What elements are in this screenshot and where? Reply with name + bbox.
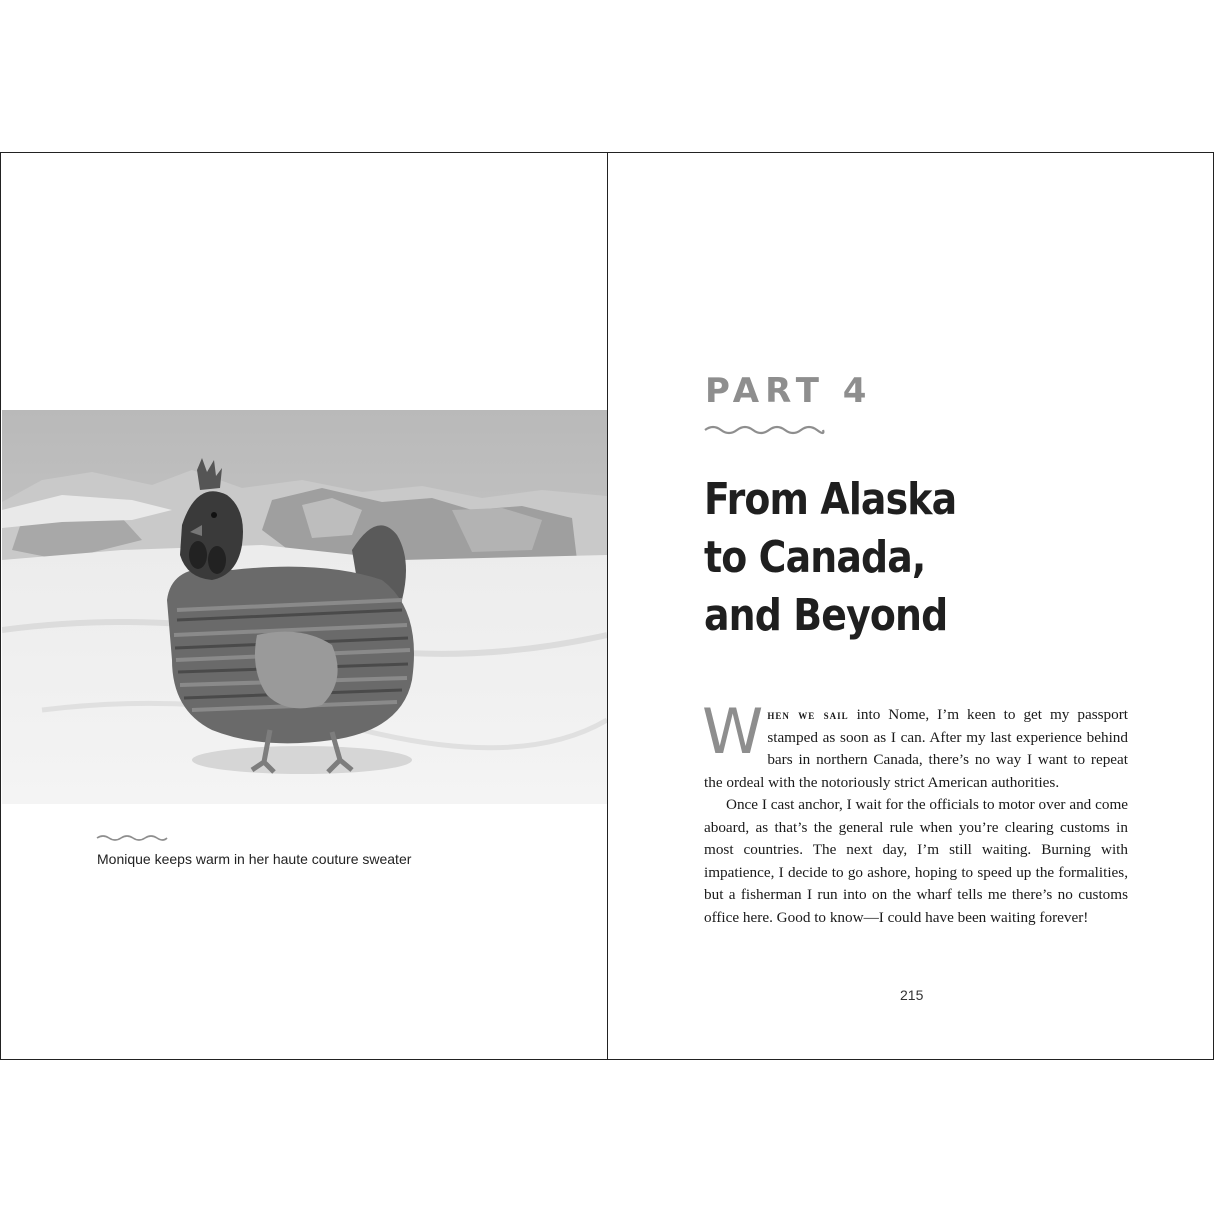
left-page (0, 152, 608, 1060)
chapter-title (704, 471, 956, 645)
page-number: 215 (900, 987, 924, 1003)
chicken-in-snow-photo (2, 410, 607, 804)
title-line-1: From Alaska (704, 474, 957, 525)
body-text (702, 695, 1128, 929)
title-line-3: and Beyond (704, 590, 948, 641)
part-label: PART 4 (705, 371, 873, 411)
book-spread (0, 152, 1213, 1061)
part-wave-ornament (703, 423, 825, 437)
lead-in-smallcaps: hen we sail (767, 707, 849, 722)
title-line-2: to Canada, (704, 532, 926, 583)
paragraph-1 (702, 695, 1128, 794)
paragraph-2: Once I cast anchor, I wait for the officials to motor over and come aboard, as that’s the general rule when you’re clearing customs in most countries. The next day, I’m still waiting. Burning with impatience, I decide to go ashore, hoping to speed up the formalities, but a fisherman I run into on the wharf tells me there’s no customs office here. Good to know—I could have been waiting forever! (704, 796, 1128, 926)
caption-wave-ornament (95, 833, 169, 843)
drop-cap: W (702, 695, 764, 768)
paragraph-1-text: into Nome, I’m keen to get my passport stamped as soon as I can. After my last experience behind bars in northern Canada, there’s no way I want to repeat the ordeal with the notoriously strict American authorities. (704, 706, 1128, 791)
right-page (607, 152, 1214, 1060)
photo-caption: Monique keeps warm in her haute couture sweater (97, 851, 412, 867)
